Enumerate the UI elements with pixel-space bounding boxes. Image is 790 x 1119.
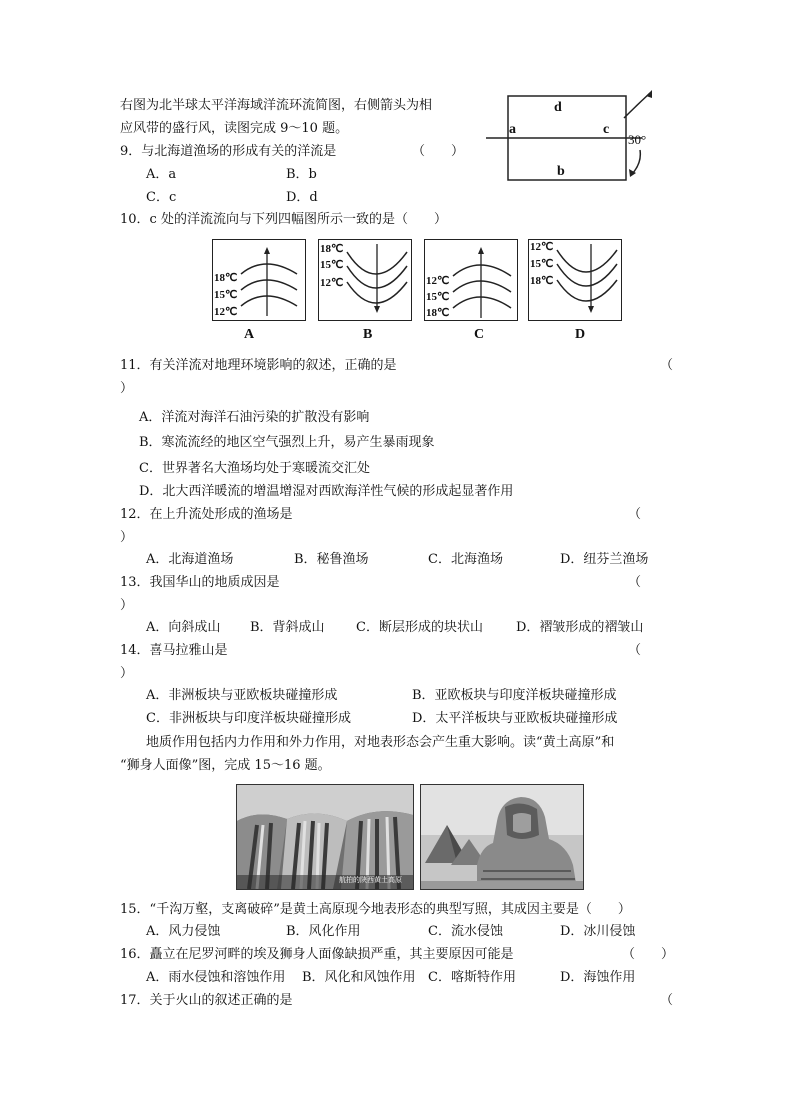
loess-photo-caption: 航拍的陕西黄土高原 (339, 876, 402, 884)
q14-stem: 14．喜马拉雅山是 (120, 643, 228, 658)
q13-option-b: B．背斜成山 (250, 620, 325, 635)
q12-option-c: C．北海渔场 (428, 552, 503, 567)
panel-a-caption: A (244, 327, 255, 342)
q12-paren-open: （ (628, 507, 642, 522)
q12-option-d: D．纽芬兰渔场 (560, 552, 649, 567)
loess-plateau-illustration (237, 785, 413, 889)
q15-option-d: D．冰川侵蚀 (560, 924, 636, 939)
q13-option-c: C．断层形成的块状山 (356, 620, 483, 635)
q11-option-b: B．寒流流经的地区空气强烈上升，易产生暴雨现象 (139, 435, 435, 450)
q9-option-b: B．b (286, 167, 317, 182)
q14-paren-close: ） (120, 666, 134, 681)
q9-option-d: D．d (286, 190, 318, 205)
q11-option-d: D．北大西洋暖流的增温增湿对西欧海洋性气候的形成起显著作用 (139, 484, 514, 499)
panel-b-iso-3: 12℃ (320, 277, 344, 289)
label-d: d (554, 100, 562, 115)
q12-option-a: A．北海道渔场 (146, 552, 234, 567)
panel-d-iso-3: 18℃ (530, 275, 554, 287)
panel-b-iso-1: 18℃ (320, 243, 344, 255)
label-c: c (603, 122, 610, 137)
panel-b (318, 239, 412, 321)
q15-option-a: A．风力侵蚀 (146, 924, 221, 939)
panel-d-iso-1: 12℃ (530, 241, 554, 253)
panel-a-iso-3: 12℃ (214, 306, 238, 318)
q14-paren-open: （ (628, 643, 642, 658)
panel-c-iso-1: 12℃ (426, 275, 450, 287)
q9-option-a: A．a (146, 167, 177, 182)
q9-stem: 9．与北海道渔场的形成有关的洋流是 (120, 144, 337, 159)
wind-arrow-up (624, 93, 650, 118)
q14-option-a: A．非洲板块与亚欧板块碰撞形成 (146, 688, 338, 703)
panel-c-iso-2: 15℃ (426, 291, 450, 303)
q16-option-c: C．喀斯特作用 (428, 970, 516, 985)
panel-b-iso-2: 15℃ (320, 259, 344, 271)
wind-arrow-down (632, 150, 640, 174)
q11-paren-open: （ (660, 358, 674, 373)
q17-paren-open: （ (660, 993, 674, 1008)
panel-d-caption: D (575, 327, 586, 342)
q16-option-a: A．雨水侵蚀和溶蚀作用 (146, 970, 286, 985)
q16-option-d: D．海蚀作用 (560, 970, 636, 985)
intro-line-2: 应风带的盛行风，读图完成 9～10 题。 (120, 121, 349, 136)
q9-option-c: C．c (146, 190, 177, 205)
panel-c (424, 239, 518, 321)
panel-a-iso-1: 18℃ (214, 272, 238, 284)
label-a: a (509, 122, 516, 137)
panel-d-iso-2: 15℃ (530, 258, 554, 270)
panel-b-caption: B (363, 327, 373, 342)
panel-c-caption: C (474, 327, 485, 342)
label-latitude: 30° (628, 132, 647, 147)
q13-paren-close: ） (120, 598, 134, 613)
panel-d (528, 239, 622, 321)
label-b: b (557, 164, 565, 179)
intro-line-1: 右图为北半球太平洋海域洋流环流简图，右侧箭头为相 (120, 98, 433, 113)
panel-a (212, 239, 306, 321)
q13-paren-open: （ (628, 575, 642, 590)
q11-paren-close: ） (120, 381, 134, 396)
panel-c-iso-3: 18℃ (426, 307, 450, 319)
q13-option-a: A．向斜成山 (146, 620, 221, 635)
q9-answer-paren: （ ） (412, 144, 465, 159)
q16-answer-paren: （ ） (622, 947, 675, 962)
q10-stem: 10．c 处的洋流流向与下列四幅图所示一致的是（ ） (120, 212, 447, 227)
q15-stem: 15．“千沟万壑，支离破碎”是黄土高原现今地表形态的典型写照，其成因主要是（ ） (120, 902, 631, 917)
q13-option-d: D．褶皱形成的褶皱山 (516, 620, 644, 635)
intro-1516-line-1: 地质作用包括内力作用和外力作用，对地表形态会产生重大影响。读“黄土高原”和 (146, 735, 615, 750)
sphinx-photo (420, 784, 584, 890)
q11-stem: 11．有关洋流对地理环境影响的叙述，正确的是 (120, 358, 397, 373)
q12-option-b: B．秘鲁渔场 (294, 552, 369, 567)
panel-a-iso-2: 15℃ (214, 289, 238, 301)
q11-option-c: C．世界著名大渔场均处于寒暖流交汇处 (139, 461, 370, 476)
loess-plateau-photo (236, 784, 414, 890)
q17-stem: 17．关于火山的叙述正确的是 (120, 993, 293, 1008)
q11-option-a: A．洋流对海洋石油污染的扩散没有影响 (139, 410, 370, 425)
q16-stem: 16．矗立在尼罗河畔的埃及狮身人面像缺损严重，其主要原因可能是 (120, 947, 514, 962)
ocean-current-diagram (484, 88, 664, 188)
q13-stem: 13．我国华山的地质成因是 (120, 575, 280, 590)
sphinx-illustration (421, 785, 583, 889)
q15-option-b: B．风化作用 (286, 924, 361, 939)
q14-option-b: B．亚欧板块与印度洋板块碰撞形成 (412, 688, 617, 703)
intro-1516-line-2: “狮身人面像”图，完成 15～16 题。 (120, 758, 331, 773)
q12-stem: 12．在上升流处形成的渔场是 (120, 507, 293, 522)
q12-paren-close: ） (120, 530, 134, 545)
q14-option-d: D．太平洋板块与亚欧板块碰撞形成 (412, 711, 618, 726)
q14-option-c: C．非洲板块与印度洋板块碰撞形成 (146, 711, 351, 726)
q16-option-b: B．风化和风蚀作用 (302, 970, 416, 985)
q15-option-c: C．流水侵蚀 (428, 924, 503, 939)
